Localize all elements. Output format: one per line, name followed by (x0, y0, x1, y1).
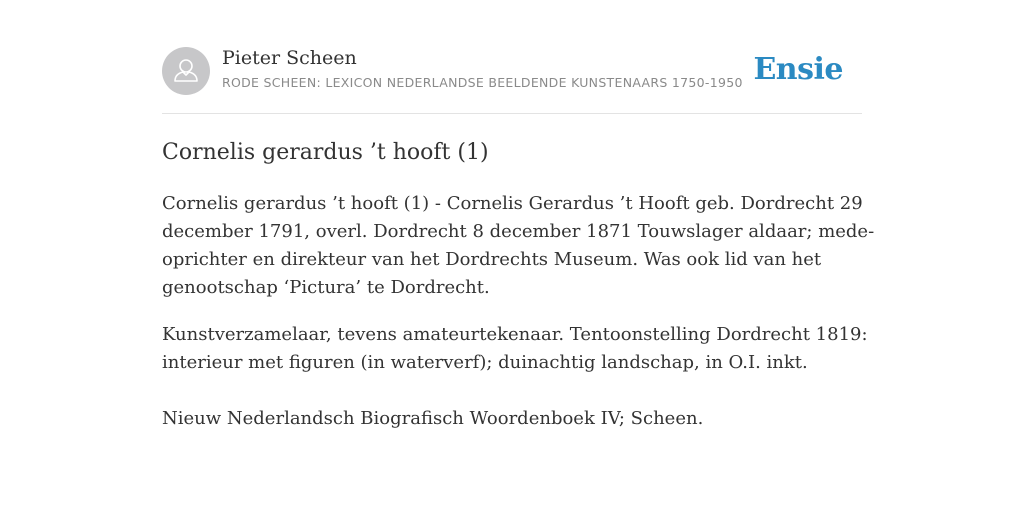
user-avatar-icon[interactable] (162, 47, 210, 95)
author-name[interactable]: Pieter Scheen (222, 47, 357, 69)
paragraph-biography (162, 190, 875, 302)
paragraph-line: Nieuw Nederlandsch Biografisch Woordenboek IV; Scheen. (162, 408, 704, 429)
paragraph-line: Kunstverzamelaar, tevens amateurtekenaar. Tentoonstelling Dordrecht 1819: (162, 324, 868, 345)
paragraph-line: Cornelis gerardus ’t hooft (1) - Cornelis Gerardus ’t Hooft geb. Dordrecht 29 (162, 193, 863, 214)
person-outline-icon (162, 47, 210, 95)
header-divider (162, 113, 862, 114)
paragraph-works (162, 321, 868, 377)
paragraph-line: genootschap ‘Pictura’ te Dordrecht. (162, 277, 490, 298)
paragraph-line: december 1791, overl. Dordrecht 8 december 1871 Touwslager aldaar; mede- (162, 221, 875, 242)
paragraph-references (162, 405, 862, 433)
article-title: Cornelis gerardus ’t hooft (1) (162, 140, 489, 165)
source-publication[interactable]: RODE SCHEEN: LEXICON NEDERLANDSE BEELDENDE KUNSTENAARS 1750-1950 (222, 75, 743, 90)
paragraph-line: oprichter en direkteur van het Dordrechts Museum. Was ook lid van het (162, 249, 822, 270)
ensie-logo[interactable]: Ensie (753, 52, 843, 87)
paragraph-line: interieur met figuren (in waterverf); duinachtig landschap, in O.I. inkt. (162, 352, 808, 373)
article-header (162, 46, 862, 96)
